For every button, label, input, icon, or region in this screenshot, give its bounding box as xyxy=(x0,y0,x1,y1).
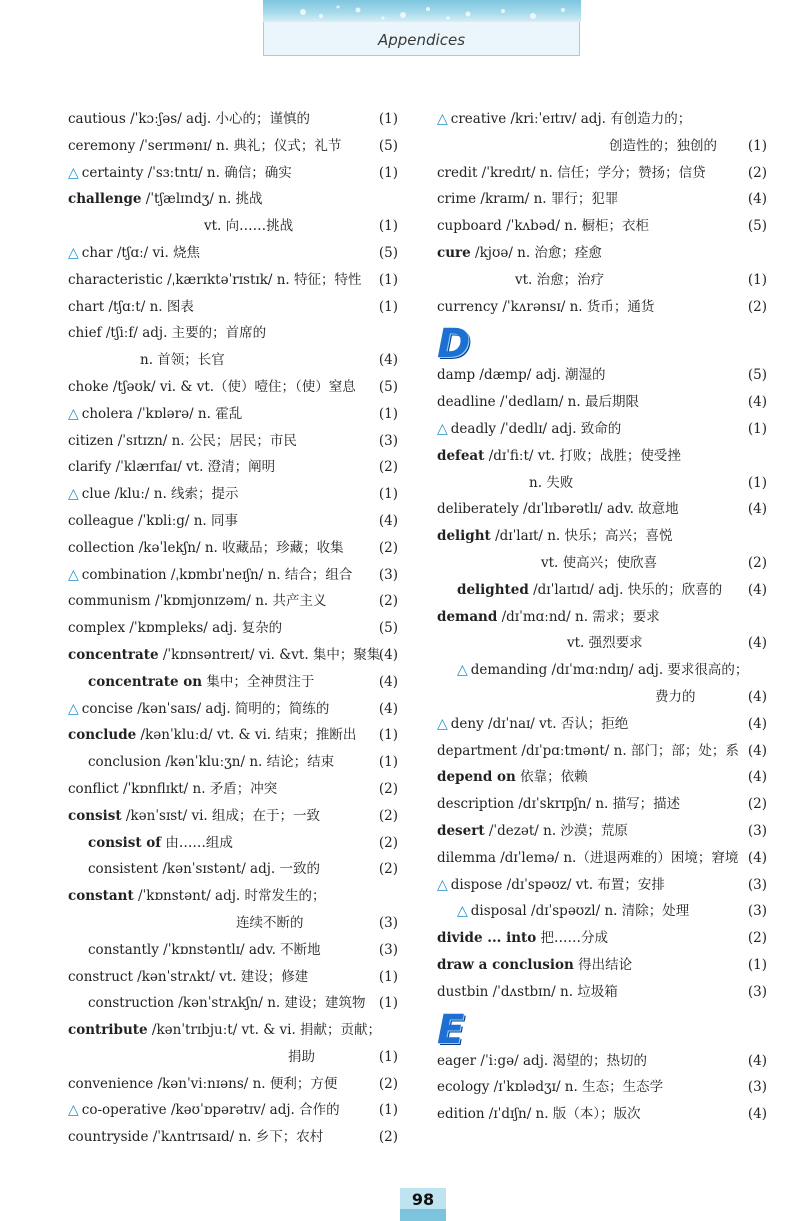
entry-text: △ demanding /dɪˈmɑːndɪŋ/ adj. 要求很高的； xyxy=(457,662,749,679)
unit-number: (3) xyxy=(747,903,767,920)
unit-number: (4) xyxy=(747,769,767,786)
entry-text: contribute /kənˈtrɪbjuːt/ vt. & vi. 捐献；贡献； xyxy=(68,1022,382,1039)
unit-number: (1) xyxy=(378,164,398,181)
glossary-entry xyxy=(68,106,398,133)
section-letter-glyph: E xyxy=(437,1006,465,1053)
entry-text: delighted /dɪˈlaɪtɪd/ adj. 快乐的；欣喜的 xyxy=(457,581,723,598)
unit-number: (2) xyxy=(378,593,398,610)
glossary-entry xyxy=(68,990,398,1017)
triangle-marker-icon: △ xyxy=(68,566,79,583)
unit-number: (4) xyxy=(747,742,767,759)
unit-number: (2) xyxy=(747,796,767,813)
unit-number: (3) xyxy=(747,876,767,893)
header-banner xyxy=(263,0,581,22)
unit-number: (4) xyxy=(747,191,767,208)
unit-number: (3) xyxy=(378,914,398,931)
glossary-entry xyxy=(68,562,398,589)
triangle-marker-icon: △ xyxy=(68,405,79,422)
unit-number: (4) xyxy=(747,715,767,732)
headword: demand xyxy=(437,608,498,625)
unit-number: (2) xyxy=(378,780,398,797)
glossary-entry xyxy=(68,401,398,428)
entry-text: complex /ˈkɒmpleks/ adj. 复杂的 xyxy=(68,620,283,637)
triangle-marker-icon: △ xyxy=(437,715,448,732)
entry-text: characteristic /ˌkærɪktəˈrɪstɪk/ n. 特征；特性 xyxy=(68,271,362,288)
entry-text: conclude /kənˈkluːd/ vt. & vi. 结束；推断出 xyxy=(68,727,357,744)
entry-text: △ deadly /ˈdedlɪ/ adj. 致命的 xyxy=(437,420,622,437)
headword: concentrate on xyxy=(88,673,203,690)
entry-text: consistent /kənˈsɪstənt/ adj. 一致的 xyxy=(88,861,321,878)
unit-number: (2) xyxy=(747,164,767,181)
entry-text: citizen /ˈsɪtɪzn/ n. 公民；居民；市民 xyxy=(68,432,297,449)
entry-text: chart /tʃɑːt/ n. 图表 xyxy=(68,298,194,315)
entry-text: edition /ɪˈdɪʃn/ n. 版（本）；版次 xyxy=(437,1106,641,1123)
unit-number: (2) xyxy=(747,298,767,315)
glossary-entry xyxy=(68,133,398,160)
glossary-entry xyxy=(437,845,767,872)
glossary-entry xyxy=(68,696,398,723)
unit-number: (1) xyxy=(747,271,767,288)
unit-number: (1) xyxy=(747,474,767,491)
glossary-entry xyxy=(68,1071,398,1098)
unit-number: (1) xyxy=(378,111,398,127)
unit-number: (1) xyxy=(378,754,398,771)
glossary-entry xyxy=(437,764,767,791)
glossary-entry xyxy=(437,362,767,389)
glossary-entry xyxy=(68,1017,398,1044)
page-number-strip xyxy=(400,1209,446,1221)
unit-number: (4) xyxy=(747,1106,767,1123)
headword: constant xyxy=(68,888,134,905)
triangle-marker-icon: △ xyxy=(68,486,79,503)
entry-text: 捐助 xyxy=(288,1048,315,1065)
triangle-marker-icon: △ xyxy=(437,876,448,893)
glossary-entry xyxy=(68,722,398,749)
unit-number: (4) xyxy=(747,849,767,866)
glossary-entry xyxy=(68,1124,398,1151)
headword: divide ... into xyxy=(437,930,537,947)
triangle-marker-icon: △ xyxy=(68,164,79,181)
entry-text: divide ... into 把……分成 xyxy=(437,930,609,947)
glossary-entry xyxy=(437,294,767,321)
entry-text: deliberately /dɪˈlɪbərətlɪ/ adv. 故意地 xyxy=(437,501,679,518)
unit-number: (1) xyxy=(378,995,398,1012)
glossary-entry xyxy=(68,1097,398,1124)
glossary-entry xyxy=(68,615,398,642)
glossary-entry xyxy=(437,791,767,818)
unit-number: (3) xyxy=(747,822,767,839)
glossary-entry xyxy=(68,856,398,883)
glossary-entry xyxy=(68,347,398,374)
glossary-entry xyxy=(68,883,398,910)
glossary-entry xyxy=(437,1101,767,1128)
unit-number: (4) xyxy=(747,1052,767,1069)
headword: depend on xyxy=(437,769,516,786)
unit-number: (2) xyxy=(378,861,398,878)
glossary-entry xyxy=(437,186,767,213)
section-letter-glyph: D xyxy=(437,321,471,368)
unit-number: (5) xyxy=(747,367,767,384)
headword: delighted xyxy=(457,581,529,598)
entry-text: 费力的 xyxy=(655,688,696,705)
entry-text: △ deny /dɪˈnaɪ/ vt. 否认；拒绝 xyxy=(437,715,629,732)
unit-number: (1) xyxy=(378,271,398,288)
entry-text: n. 失败 xyxy=(529,474,574,491)
glossary-entry xyxy=(68,588,398,615)
glossary-entry xyxy=(68,454,398,481)
glossary-entry xyxy=(68,481,398,508)
unit-number: (2) xyxy=(378,1075,398,1092)
left-column xyxy=(68,106,398,1151)
unit-number: (2) xyxy=(378,459,398,476)
glossary-entry xyxy=(68,160,398,187)
entry-text: currency /ˈkʌrənsɪ/ n. 货币；通货 xyxy=(437,298,655,315)
unit-number: (4) xyxy=(747,501,767,518)
entry-text: dustbin /ˈdʌstbɪn/ n. 垃圾箱 xyxy=(437,983,618,1000)
entry-text: vt. 向……挑战 xyxy=(204,218,294,235)
unit-number: (1) xyxy=(378,1102,398,1119)
headword: concentrate xyxy=(68,646,159,663)
unit-number: (5) xyxy=(747,218,767,235)
entry-text: consist /kənˈsɪst/ vi. 组成；在于；一致 xyxy=(68,807,320,824)
entry-text: challenge /ˈtʃælɪndʒ/ n. 挑战 xyxy=(68,191,263,208)
entry-text: description /dɪˈskrɪpʃn/ n. 描写；描述 xyxy=(437,796,681,813)
entry-text: conflict /ˈkɒnflɪkt/ n. 矛盾；冲突 xyxy=(68,780,278,797)
glossary-entry xyxy=(437,738,767,765)
unit-number: (1) xyxy=(378,1048,398,1065)
unit-number: (3) xyxy=(747,983,767,1000)
headword: conclude xyxy=(68,727,137,744)
unit-number: (3) xyxy=(747,1079,767,1096)
entry-text: collection /kəˈlekʃn/ n. 收藏品；珍藏；收集 xyxy=(68,539,344,556)
entry-text: △ disposal /dɪˈspəʊzl/ n. 清除；处理 xyxy=(457,903,690,920)
glossary-entry xyxy=(437,550,767,577)
entry-text: convenience /kənˈviːnɪəns/ n. 便利；方便 xyxy=(68,1075,338,1092)
unit-number: (5) xyxy=(378,137,398,154)
headword: contribute xyxy=(68,1022,148,1039)
glossary-entry xyxy=(437,106,767,133)
entry-text: defeat /dɪˈfiːt/ vt. 打败；战胜；使受挫 xyxy=(437,447,681,464)
headword: challenge xyxy=(68,191,142,208)
glossary-entry xyxy=(437,818,767,845)
glossary-entry xyxy=(437,952,767,979)
entry-text: △ certainty /ˈsɜːtntɪ/ n. 确信；确实 xyxy=(68,164,292,181)
glossary-entry xyxy=(68,964,398,991)
unit-number: (4) xyxy=(378,646,398,663)
unit-number: (4) xyxy=(747,635,767,652)
unit-number: (4) xyxy=(747,688,767,705)
entry-text: eager /ˈiːgə/ adj. 渴望的；热切的 xyxy=(437,1052,647,1069)
entry-text: desert /ˈdezət/ n. 沙漠；荒原 xyxy=(437,822,628,839)
entry-text: ecology /ɪˈkɒlədʒɪ/ n. 生态；生态学 xyxy=(437,1079,664,1096)
glossary-entry xyxy=(68,1044,398,1071)
unit-number: (2) xyxy=(747,554,767,571)
entry-text: draw a conclusion 得出结论 xyxy=(437,956,633,973)
glossary-entry xyxy=(437,1048,767,1075)
entry-text: choke /tʃəʊk/ vi. & vt.（使）噎住；（使）窒息 xyxy=(68,378,356,395)
glossary-entry xyxy=(68,749,398,776)
glossary-entry xyxy=(437,577,767,604)
glossary-entry xyxy=(437,213,767,240)
glossary-entry xyxy=(68,213,398,240)
entry-text: vt. 治愈；治疗 xyxy=(515,271,605,288)
section-letter-d xyxy=(437,320,767,368)
headword: consist of xyxy=(88,834,162,851)
entry-text: vt. 强烈要求 xyxy=(567,635,643,652)
unit-number: (3) xyxy=(378,432,398,449)
glossary-entry xyxy=(437,1074,767,1101)
unit-number: (4) xyxy=(378,700,398,717)
glossary-entry xyxy=(68,535,398,562)
glossary-entry xyxy=(437,160,767,187)
entry-text: credit /ˈkredɪt/ n. 信任；学分；赞扬；信贷 xyxy=(437,164,706,181)
entry-text: △ dispose /dɪˈspəʊz/ vt. 布置；安排 xyxy=(437,876,665,893)
entry-text: △ cholera /ˈkɒlərə/ n. 霍乱 xyxy=(68,405,243,422)
entry-text: △ combination /ˌkɒmbɪˈneɪʃn/ n. 结合；组合 xyxy=(68,566,353,583)
glossary-entry xyxy=(68,803,398,830)
unit-number: (1) xyxy=(378,298,398,315)
headword: desert xyxy=(437,822,485,839)
entry-text: deadline /ˈdedlaɪn/ n. 最后期限 xyxy=(437,394,639,411)
page-title: Appendices xyxy=(377,31,466,49)
entry-text: crime /kraɪm/ n. 罪行；犯罪 xyxy=(437,191,619,208)
unit-number: (2) xyxy=(747,930,767,947)
entry-text: n. 首领；长官 xyxy=(140,352,225,369)
unit-number: (2) xyxy=(378,1129,398,1146)
unit-number: (4) xyxy=(378,512,398,529)
triangle-marker-icon: △ xyxy=(68,1102,79,1119)
entry-text: delight /dɪˈlaɪt/ n. 快乐；高兴；喜悦 xyxy=(437,528,673,545)
glossary-entry xyxy=(68,830,398,857)
glossary-entry xyxy=(68,508,398,535)
unit-number: (2) xyxy=(378,539,398,556)
glossary-entry xyxy=(437,925,767,952)
unit-number: (1) xyxy=(747,956,767,973)
unit-number: (2) xyxy=(378,834,398,851)
unit-number: (4) xyxy=(747,581,767,598)
glossary-entry xyxy=(437,267,767,294)
headword: cure xyxy=(437,244,471,261)
glossary-entry xyxy=(437,443,767,470)
glossary-entry xyxy=(437,684,767,711)
glossary-entry xyxy=(437,604,767,631)
glossary-entry xyxy=(68,776,398,803)
unit-number: (1) xyxy=(747,137,767,154)
entry-text: constant /ˈkɒnstənt/ adj. 时常发生的； xyxy=(68,888,326,905)
entry-text: cautious /ˈkɔːʃəs/ adj. 小心的；谨慎的 xyxy=(68,111,311,127)
triangle-marker-icon: △ xyxy=(68,700,79,717)
header-title-box xyxy=(263,22,580,56)
unit-number: (5) xyxy=(378,620,398,637)
glossary-entry xyxy=(68,294,398,321)
entry-text: △ co-operative /kəʊˈɒpərətɪv/ adj. 合作的 xyxy=(68,1102,340,1119)
headword: consist xyxy=(68,807,122,824)
entry-text: cupboard /ˈkʌbəd/ n. 橱柜；衣柜 xyxy=(437,218,650,235)
glossary-entry xyxy=(437,898,767,925)
glossary-entry xyxy=(68,374,398,401)
headword: defeat xyxy=(437,447,485,464)
entry-text: countryside /ˈkʌntrɪsaɪd/ n. 乡下；农村 xyxy=(68,1129,324,1146)
glossary-entry xyxy=(437,979,767,1006)
entry-text: construction /kənˈstrʌkʃn/ n. 建设；建筑物 xyxy=(88,995,366,1012)
entry-text: cure /kjʊə/ n. 治愈；痊愈 xyxy=(437,244,602,261)
unit-number: (5) xyxy=(378,378,398,395)
entry-text: △ creative /kriːˈeɪtɪv/ adj. 有创造力的； xyxy=(437,111,692,127)
glossary-entry xyxy=(437,496,767,523)
entry-text: △ clue /kluː/ n. 线索；提示 xyxy=(68,486,239,503)
entry-text: damp /dæmp/ adj. 潮湿的 xyxy=(437,367,606,384)
triangle-marker-icon: △ xyxy=(437,111,448,127)
glossary-entry xyxy=(437,872,767,899)
unit-number: (1) xyxy=(747,420,767,437)
entry-text: chief /tʃiːf/ adj. 主要的；首席的 xyxy=(68,325,267,342)
entry-text: consist of 由……组成 xyxy=(88,834,233,851)
glossary-entry xyxy=(68,937,398,964)
unit-number: (1) xyxy=(378,727,398,744)
triangle-marker-icon: △ xyxy=(457,662,468,679)
unit-number: (2) xyxy=(378,807,398,824)
glossary-entry xyxy=(437,240,767,267)
unit-number: (4) xyxy=(378,352,398,369)
triangle-marker-icon: △ xyxy=(68,244,79,261)
entry-text: department /dɪˈpɑːtmənt/ n. 部门；部；处；系 xyxy=(437,742,739,759)
glossary-entry xyxy=(68,428,398,455)
page-number: 98 xyxy=(411,1190,435,1209)
entry-text: 连续不断的 xyxy=(236,914,304,931)
triangle-marker-icon: △ xyxy=(437,420,448,437)
entry-text: vt. 使高兴；使欣喜 xyxy=(541,554,658,571)
unit-number: (1) xyxy=(378,405,398,422)
entry-text: 创造性的；独创的 xyxy=(609,137,717,154)
glossary-entry xyxy=(437,470,767,497)
right-column xyxy=(437,106,767,1128)
entry-text: concentrate /ˈkɒnsəntreɪt/ vi. &vt. 集中；聚集 xyxy=(68,646,381,663)
unit-number: (4) xyxy=(747,394,767,411)
headword: draw a conclusion xyxy=(437,956,574,973)
triangle-marker-icon: △ xyxy=(457,903,468,920)
unit-number: (5) xyxy=(378,244,398,261)
glossary-entry xyxy=(437,630,767,657)
entry-text: concentrate on 集中；全神贯注于 xyxy=(88,673,315,690)
entry-text: △ concise /kənˈsaɪs/ adj. 简明的；简练的 xyxy=(68,700,330,717)
glossary-entry xyxy=(437,416,767,443)
entry-text: construct /kənˈstrʌkt/ vt. 建设；修建 xyxy=(68,968,309,985)
entry-text: clarify /ˈklærɪfaɪ/ vt. 澄清；阐明 xyxy=(68,459,276,476)
entry-text: demand /dɪˈmɑːnd/ n. 需求；要求 xyxy=(437,608,660,625)
headword: delight xyxy=(437,528,491,545)
unit-number: (3) xyxy=(378,566,398,583)
unit-number: (4) xyxy=(378,673,398,690)
unit-number: (1) xyxy=(378,968,398,985)
entry-text: depend on 依靠；依赖 xyxy=(437,769,588,786)
section-letter-e xyxy=(437,1006,767,1053)
entry-text: constantly /ˈkɒnstəntlɪ/ adv. 不断地 xyxy=(88,941,321,958)
entry-text: colleague /ˈkɒliːg/ n. 同事 xyxy=(68,512,239,529)
glossary-entry xyxy=(437,657,767,684)
glossary-entry xyxy=(437,389,767,416)
header-bubbles-decoration xyxy=(263,0,581,22)
glossary-entry xyxy=(68,910,398,937)
glossary-entry xyxy=(68,240,398,267)
unit-number: (3) xyxy=(378,941,398,958)
entry-text: conclusion /kənˈkluːʒn/ n. 结论；结束 xyxy=(88,754,335,771)
entry-text: △ char /tʃɑː/ vi. 烧焦 xyxy=(68,244,201,261)
glossary-entry xyxy=(68,642,398,669)
entry-text: dilemma /dɪˈlemə/ n.（进退两难的）困境；窘境 xyxy=(437,849,739,866)
glossary-entry xyxy=(437,523,767,550)
glossary-entry xyxy=(68,320,398,347)
glossary-entry xyxy=(68,186,398,213)
glossary-entry xyxy=(437,133,767,160)
unit-number: (1) xyxy=(378,218,398,235)
entry-text: communism /ˈkɒmjʊnɪzəm/ n. 共产主义 xyxy=(68,593,327,610)
glossary-entry xyxy=(437,711,767,738)
unit-number: (1) xyxy=(378,486,398,503)
glossary-entry xyxy=(68,669,398,696)
entry-text: ceremony /ˈserɪmənɪ/ n. 典礼；仪式；礼节 xyxy=(68,137,342,154)
glossary-entry xyxy=(68,267,398,294)
